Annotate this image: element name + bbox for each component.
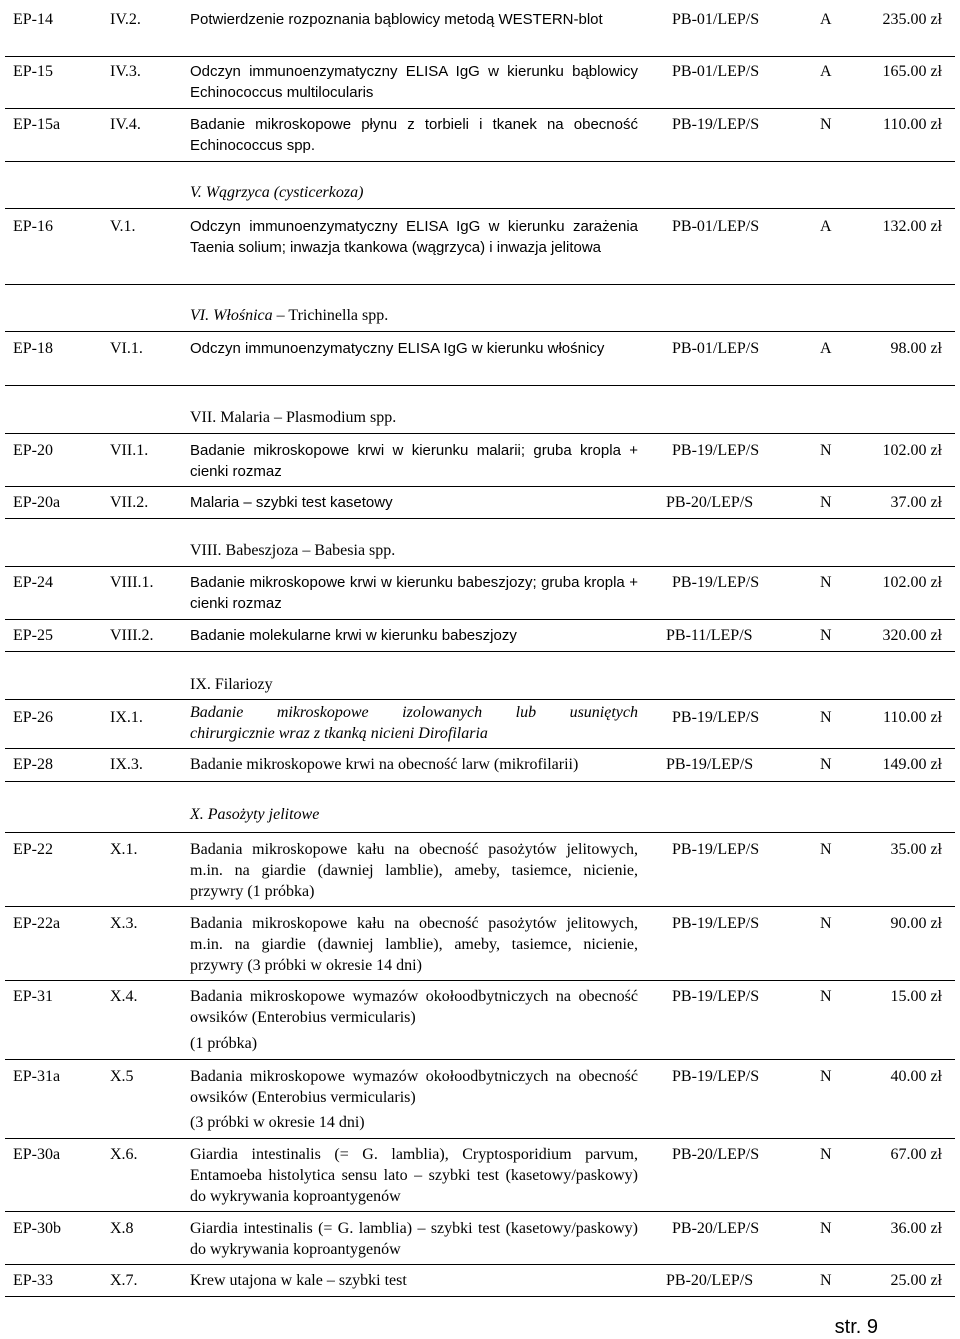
category: N: [820, 442, 832, 459]
procedure-code: PB-11/LEP/S: [666, 627, 753, 644]
row-divider: [5, 518, 955, 519]
item-number: IV.4.: [110, 116, 141, 133]
procedure-code: PB-19/LEP/S: [672, 988, 760, 1005]
category: N: [820, 1146, 832, 1163]
price: 98.00 zł: [890, 340, 942, 357]
row-divider: [5, 208, 955, 209]
exam-code: EP-22a: [13, 915, 61, 932]
row-divider: [5, 651, 955, 652]
price: 102.00 zł: [882, 574, 942, 591]
exam-description: Badanie mikroskopowe krwi w kierunku malarii; gruba kropla + cienki rozmaz: [190, 442, 638, 480]
row-divider: [5, 284, 955, 285]
item-number: X.4.: [110, 988, 138, 1005]
exam-description: Odczyn immunoenzymatyczny ELISA IgG w kierunku zarażenia Taenia solium; inwazja tkankowa (wągrzyca) i inwazja jelitowa: [190, 218, 638, 256]
section-heading-part: VI. Włośnica: [190, 307, 273, 324]
exam-code: EP-24: [13, 574, 53, 591]
procedure-code: PB-19/LEP/S: [666, 756, 754, 773]
price: 15.00 zł: [890, 988, 942, 1005]
procedure-code: PB-19/LEP/S: [672, 841, 760, 858]
price: 110.00 zł: [883, 116, 942, 133]
exam-description: Badania mikroskopowe wymazów okołoodbytniczych na obecność owsików (Enterobius vermicularis): [190, 988, 638, 1026]
row-divider: [5, 385, 955, 386]
category: N: [820, 1068, 832, 1085]
price: 67.00 zł: [890, 1146, 942, 1163]
exam-description: Badanie mikroskopowe krwi w kierunku babeszjozy; gruba kropla + cienki rozmaz: [190, 574, 638, 612]
section-heading: VII. Malaria – Plasmodium spp.: [190, 409, 397, 426]
category: A: [820, 218, 832, 235]
category: N: [820, 1220, 832, 1237]
row-divider: [5, 1059, 955, 1060]
row-divider: [5, 699, 955, 700]
exam-code: EP-18: [13, 340, 53, 357]
price: 235.00 zł: [882, 11, 942, 28]
item-number: X.1.: [110, 841, 138, 858]
item-number: X.6.: [110, 1146, 138, 1163]
procedure-code: PB-19/LEP/S: [672, 116, 760, 133]
exam-code: EP-31: [13, 988, 53, 1005]
section-heading-part: Trichinella spp.: [288, 307, 389, 324]
procedure-code: PB-20/LEP/S: [666, 494, 754, 511]
procedure-code: PB-01/LEP/S: [672, 340, 760, 357]
category: N: [820, 841, 832, 858]
procedure-code: PB-19/LEP/S: [672, 1068, 760, 1085]
exam-description: Odczyn immunoenzymatyczny ELISA IgG w kierunku bąblowicy Echinococcus multilocularis: [190, 63, 638, 101]
item-number: VI.1.: [110, 340, 143, 357]
procedure-code: PB-01/LEP/S: [672, 63, 760, 80]
row-divider: [5, 1264, 955, 1265]
category: N: [820, 116, 832, 133]
procedure-code: PB-20/LEP/S: [666, 1272, 754, 1289]
item-number: X.5: [110, 1068, 134, 1085]
item-number: VIII.1.: [110, 574, 154, 591]
row-divider: [5, 1296, 955, 1297]
price: 36.00 zł: [890, 1220, 942, 1237]
exam-description-line: chirurgicznie wraz z tkanką nicieni Dirofilaria: [190, 725, 488, 742]
item-number: X.3.: [110, 915, 138, 932]
procedure-code: PB-01/LEP/S: [672, 11, 760, 28]
section-heading: X. Pasożyty jelitowe: [190, 806, 320, 823]
sample-note: (1 próbka): [190, 1035, 258, 1052]
exam-description: Badanie mikroskopowe krwi na obecność larw (mikrofilarii): [190, 756, 579, 773]
category: N: [820, 1272, 832, 1289]
item-number: X.7.: [110, 1272, 138, 1289]
category: N: [820, 709, 832, 726]
item-number: VII.1.: [110, 442, 149, 459]
category: A: [820, 11, 832, 28]
procedure-code: PB-19/LEP/S: [672, 442, 760, 459]
row-divider: [5, 433, 955, 434]
item-number: IV.3.: [110, 63, 141, 80]
item-number: VIII.2.: [110, 627, 154, 644]
row-divider: [5, 832, 955, 833]
exam-description: Badanie mikroskopowe płynu z torbieli i tkanek na obecność Echinococcus spp.: [190, 116, 638, 154]
price: 110.00 zł: [883, 709, 942, 726]
item-number: IV.2.: [110, 11, 141, 28]
exam-code: EP-26: [13, 709, 53, 726]
section-heading: VI. Włośnica – Trichinella spp.: [190, 307, 389, 324]
price: 132.00 zł: [882, 218, 942, 235]
exam-description: Badania mikroskopowe kału na obecność pasożytów jelitowych, m.in. na giardie (dawniej lamblie), ameby, tasiemce, nicienie, przywry (1 próbka): [190, 841, 638, 900]
row-divider: [5, 566, 955, 567]
category: N: [820, 627, 832, 644]
exam-description-line: Badanie mikroskopowe izolowanych lub usuniętych: [190, 704, 638, 721]
row-divider: [5, 906, 955, 907]
exam-code: EP-15: [13, 63, 53, 80]
price: 165.00 zł: [882, 63, 942, 80]
item-number: X.8: [110, 1220, 134, 1237]
exam-description: Krew utajona w kale – szybki test: [190, 1272, 407, 1289]
exam-description: Malaria – szybki test kasetowy: [190, 494, 393, 511]
row-divider: [5, 781, 955, 782]
category: N: [820, 574, 832, 591]
category: A: [820, 340, 832, 357]
price: 90.00 zł: [890, 915, 942, 932]
row-divider: [5, 56, 955, 57]
category: N: [820, 494, 832, 511]
exam-code: EP-20a: [13, 494, 61, 511]
exam-description: Odczyn immunoenzymatyczny ELISA IgG w kierunku włośnicy: [190, 340, 605, 357]
price: 320.00 zł: [882, 627, 942, 644]
category: N: [820, 756, 832, 773]
exam-code: EP-30b: [13, 1220, 61, 1237]
exam-code: EP-22: [13, 841, 53, 858]
exam-description: Badanie molekularne krwi w kierunku babeszjozy: [190, 627, 517, 644]
exam-description: Badania mikroskopowe kału na obecność pasożytów jelitowych, m.in. na giardie (dawniej lamblie), ameby, tasiemce, nicienie, przywry (3 próbki w okresie 14 dni): [190, 915, 638, 974]
price: 102.00 zł: [882, 442, 942, 459]
row-divider: [5, 108, 955, 109]
page-number: str. 9: [834, 1316, 878, 1338]
item-number: V.1.: [110, 218, 136, 235]
item-number: IX.1.: [110, 709, 143, 726]
exam-code: EP-33: [13, 1272, 53, 1289]
exam-code: EP-31a: [13, 1068, 61, 1085]
procedure-code: PB-20/LEP/S: [672, 1146, 760, 1163]
row-divider: [5, 331, 955, 332]
procedure-code: PB-19/LEP/S: [672, 915, 760, 932]
row-divider: [5, 619, 955, 620]
exam-description: Badania mikroskopowe wymazów okołoodbytniczych na obecność owsików (Enterobius vermicularis): [190, 1068, 638, 1106]
row-divider: [5, 1211, 955, 1212]
row-divider: [5, 1138, 955, 1139]
exam-code: EP-16: [13, 218, 53, 235]
category: A: [820, 63, 832, 80]
section-heading: IX. Filariozy: [190, 676, 273, 693]
exam-code: EP-30a: [13, 1146, 61, 1163]
exam-code: EP-28: [13, 756, 53, 773]
procedure-code: PB-01/LEP/S: [672, 218, 760, 235]
sample-note: (3 próbki w okresie 14 dni): [190, 1114, 365, 1131]
row-divider: [5, 748, 955, 749]
row-divider: [5, 486, 955, 487]
price: 25.00 zł: [890, 1272, 942, 1289]
exam-code: EP-25: [13, 627, 53, 644]
category: N: [820, 988, 832, 1005]
item-number: VII.2.: [110, 494, 149, 511]
row-divider: [5, 161, 955, 162]
price: 37.00 zł: [890, 494, 942, 511]
procedure-code: PB-19/LEP/S: [672, 574, 760, 591]
section-heading: VIII. Babeszjoza – Babesia spp.: [190, 542, 396, 559]
row-divider: [5, 980, 955, 981]
category: N: [820, 915, 832, 932]
exam-description: Potwierdzenie rozpoznania bąblowicy metodą WESTERN-blot: [190, 11, 603, 28]
exam-code: EP-14: [13, 11, 53, 28]
item-number: IX.3.: [110, 756, 143, 773]
section-heading: V. Wągrzyca (cysticerkoza): [190, 184, 364, 201]
procedure-code: PB-20/LEP/S: [672, 1220, 760, 1237]
price: 35.00 zł: [890, 841, 942, 858]
exam-description: Giardia intestinalis (= G. lamblia), Cryptosporidium parvum, Entamoeba histolytica sensu lato – szybki test (kasetowy/paskowy) do wykrywania koproantygenów: [190, 1146, 638, 1205]
exam-description: Giardia intestinalis (= G. lamblia) – szybki test (kasetowy/paskowy) do wykrywania koproantygenów: [190, 1220, 638, 1258]
exam-code: EP-20: [13, 442, 53, 459]
procedure-code: PB-19/LEP/S: [672, 709, 760, 726]
exam-code: EP-15a: [13, 116, 61, 133]
price: 40.00 zł: [890, 1068, 942, 1085]
price: 149.00 zł: [882, 756, 942, 773]
